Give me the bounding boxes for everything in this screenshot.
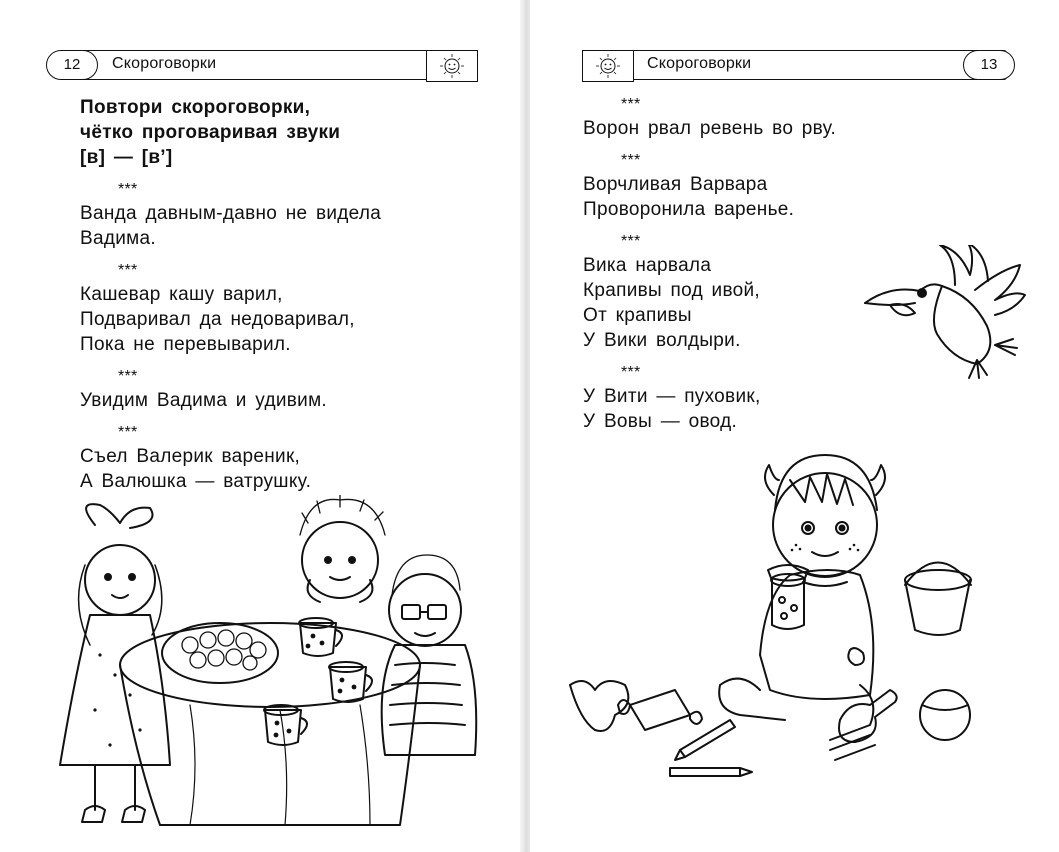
poem-line: Ворчливая Варвара xyxy=(583,174,768,195)
right-text-block xyxy=(583,94,836,434)
separator: *** xyxy=(621,364,641,381)
heading-line: [в] — [в’] xyxy=(80,147,173,168)
page-number: 12 xyxy=(46,50,98,80)
poem-line: Вика нарвала xyxy=(583,255,712,276)
separator: *** xyxy=(118,262,138,279)
section-title: Скороговорки xyxy=(112,55,217,72)
sun-icon xyxy=(582,50,634,82)
separator: *** xyxy=(118,368,138,385)
poem-line: У Вити — пуховик, xyxy=(583,386,761,407)
separator: *** xyxy=(118,181,138,198)
poem-line: Проворонила варенье. xyxy=(583,199,795,220)
kids-at-table-illustration xyxy=(40,495,510,845)
heading-line: Повтори скороговорки, xyxy=(80,97,311,118)
poem-line: Ванда давным-давно не видела xyxy=(80,203,382,224)
poem-line: У Вовы — овод. xyxy=(583,411,738,432)
crow-illustration xyxy=(860,245,1030,385)
left-page xyxy=(0,0,520,852)
poem-line: От крапивы xyxy=(583,305,692,326)
poem-line: Съел Валерик вареник, xyxy=(80,446,301,467)
girl-with-toys-illustration xyxy=(550,450,1050,780)
poem-line: Ворон рвал ревень во рву. xyxy=(583,118,837,139)
poem-line: Крапивы под ивой, xyxy=(583,280,760,301)
poem-line: У Вики волдыри. xyxy=(583,330,741,351)
heading-line: чётко проговаривая звуки xyxy=(80,122,341,143)
left-text-block xyxy=(80,95,381,494)
poem-line: Увидим Вадима и удивим. xyxy=(80,390,328,411)
section-title: Скороговорки xyxy=(647,55,752,72)
separator: *** xyxy=(621,96,641,113)
poem-line: Вадима. xyxy=(80,228,156,249)
right-page xyxy=(530,0,1059,852)
page-number: 13 xyxy=(963,50,1015,80)
poem-line: Пока не перевыварил. xyxy=(80,334,291,355)
separator: *** xyxy=(621,152,641,169)
sun-icon xyxy=(426,50,478,82)
separator: *** xyxy=(118,424,138,441)
poem-line: Кашевар кашу варил, xyxy=(80,284,283,305)
poem-line: А Валюшка — ватрушку. xyxy=(80,471,312,492)
separator: *** xyxy=(621,233,641,250)
poem-line: Подваривал да недоваривал, xyxy=(80,309,355,330)
